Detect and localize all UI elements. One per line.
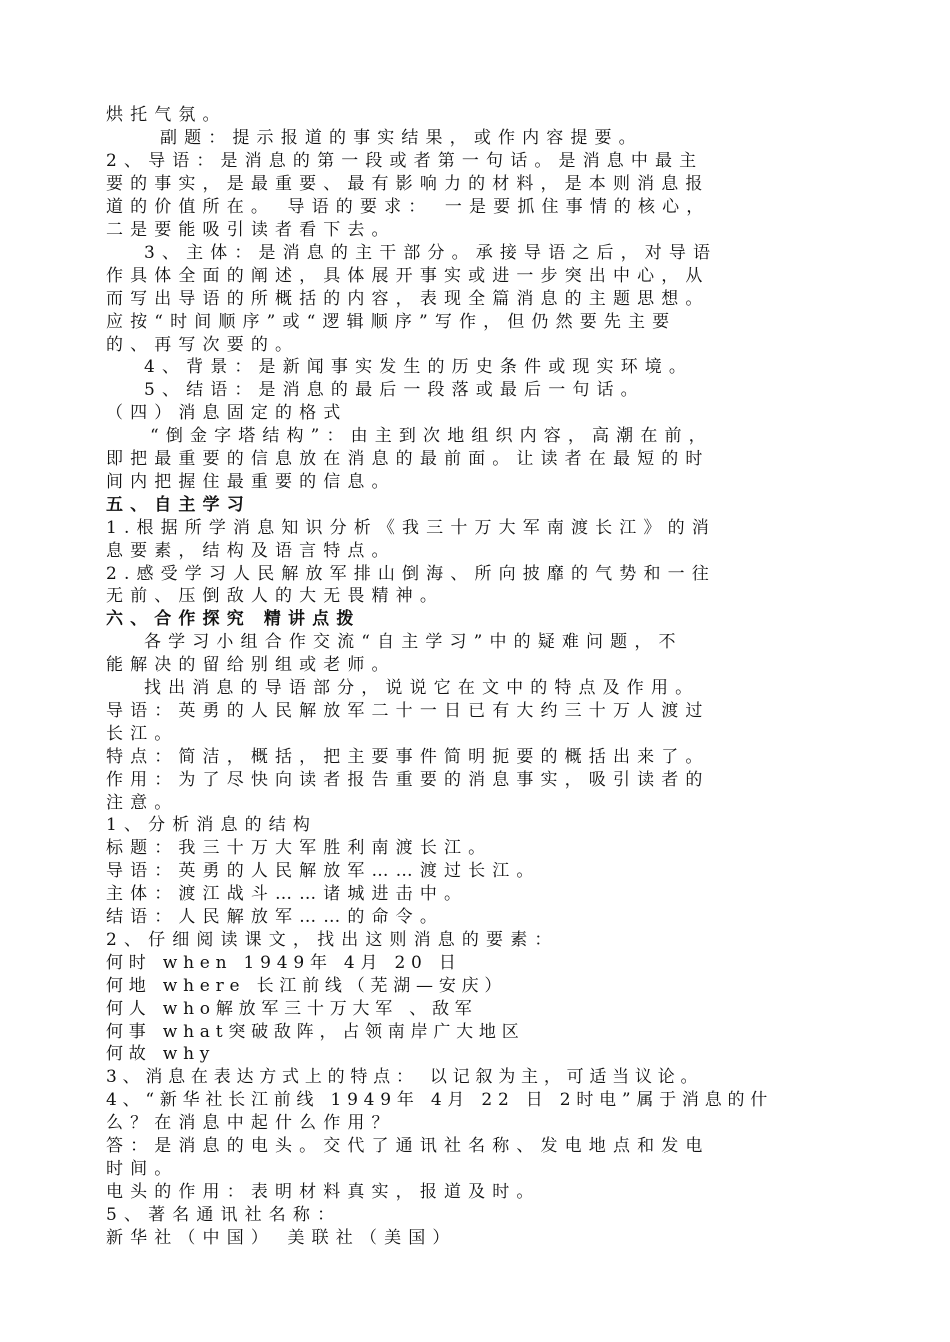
text-line: 副题：提示报道的事实结果，或作内容提要。: [160, 128, 643, 148]
text-line: 2、导语：是消息的第一段或者第一句话。是消息中最主: [106, 151, 704, 171]
text-line: 间内把握住最重要的信息。: [106, 472, 396, 492]
text-line: 么？在消息中起什么作用？: [106, 1113, 396, 1133]
text-line: 电头的作用：表明材料真实，报道及时。: [106, 1182, 541, 1202]
text-line: 标题：我三十万大军胜利南渡长江。: [106, 838, 493, 858]
text-line: 结语：人民解放军……的命令。: [106, 907, 444, 927]
text-line: 5、结语：是消息的最后一段落或最后一句话。: [144, 380, 645, 400]
section-subheading: （四）消息固定的格式: [106, 403, 348, 423]
text-line: 3、消息在表达方式上的特点： 以记叙为主，可适当议论。: [106, 1067, 704, 1087]
text-line: 应按“时间顺序”或“逻辑顺序”写作，但仍然要先主要: [106, 312, 677, 332]
text-line: 要的事实，是最重要、最有影响力的材料，是本则消息报: [106, 174, 710, 194]
text-line: 息要素，结构及语言特点。: [106, 541, 396, 561]
text-line: 何人 who解放军三十万大军 、敌军: [106, 999, 478, 1019]
text-line: 2.感受学习人民解放军排山倒海、所向披靡的气势和一往: [106, 564, 716, 584]
text-line: 何事 what突破敌阵，占领南岸广大地区: [106, 1022, 525, 1042]
text-line: 特点：简洁，概括，把主要事件简明扼要的概括出来了。: [106, 747, 710, 767]
text-line: “倒金字塔结构”：由主到次地组织内容，高潮在前，: [150, 426, 713, 446]
text-line: 道的价值所在。 导语的要求： 一是要抓住事情的核心，: [106, 197, 711, 217]
text-line: 而写出导语的所概括的内容，表现全篇消息的主题思想。: [106, 289, 710, 309]
section-heading-cooperation: 六、合作探究 精讲点拨: [106, 609, 361, 629]
text-line: 2、仔细阅读课文，找出这则消息的要素：: [106, 930, 559, 950]
text-line: 时间。: [106, 1159, 179, 1179]
text-line: 新华社（中国） 美联社（美国）: [106, 1228, 457, 1248]
text-line: 导语：英勇的人民解放军……渡过长江。: [106, 861, 541, 881]
section-heading-self-study: 五、自主学习: [106, 495, 251, 515]
text-line: 即把最重要的信息放在消息的最前面。让读者在最短的时: [106, 449, 710, 469]
text-line: 导语：英勇的人民解放军二十一日已有大约三十万人渡过: [106, 701, 710, 721]
text-line: 烘托气氛。: [106, 105, 227, 125]
text-line: 4、“新华社长江前线 1949年 4月 22 日 2时电”属于消息的什: [106, 1090, 774, 1110]
text-line: 作用：为了尽快向读者报告重要的消息事实，吸引读者的: [106, 770, 710, 790]
text-line: 找出消息的导语部分，说说它在文中的特点及作用。: [144, 678, 700, 698]
text-line: 何故 why: [106, 1044, 216, 1064]
text-line: 的、再写次要的。: [106, 335, 300, 355]
text-line: 1.根据所学消息知识分析《我三十万大军南渡长江》的消: [106, 518, 716, 538]
text-line: 长江。: [106, 724, 179, 744]
text-line: 3、主体：是消息的主干部分。承接导语之后，对导语: [144, 243, 718, 263]
text-line: 注意。: [106, 793, 179, 813]
text-line: 二是要能吸引读者看下去。: [106, 220, 396, 240]
text-line: 答：是消息的电头。交代了通讯社名称、发电地点和发电: [106, 1136, 710, 1156]
text-line: 何时 when 1949年 4月 20 日: [106, 953, 462, 973]
text-line: 各学习小组合作交流“自主学习”中的疑难问题，不: [144, 632, 683, 652]
text-line: 能解决的留给别组或老师。: [106, 655, 396, 675]
text-line: 何地 where 长江前线（芜湖—安庆）: [106, 976, 508, 996]
text-line: 主体：渡江战斗……诸城进击中。: [106, 884, 469, 904]
text-line: 作具体全面的阐述，具体展开事实或进一步突出中心，从: [106, 266, 710, 286]
text-line: 无前、压倒敌人的大无畏精神。: [106, 586, 444, 606]
text-line: 5、著名通讯社名称：: [106, 1205, 342, 1225]
text-line: 4、背景：是新闻事实发生的历史条件或现实环境。: [144, 357, 694, 377]
text-line: 1、分析消息的结构: [106, 815, 318, 835]
